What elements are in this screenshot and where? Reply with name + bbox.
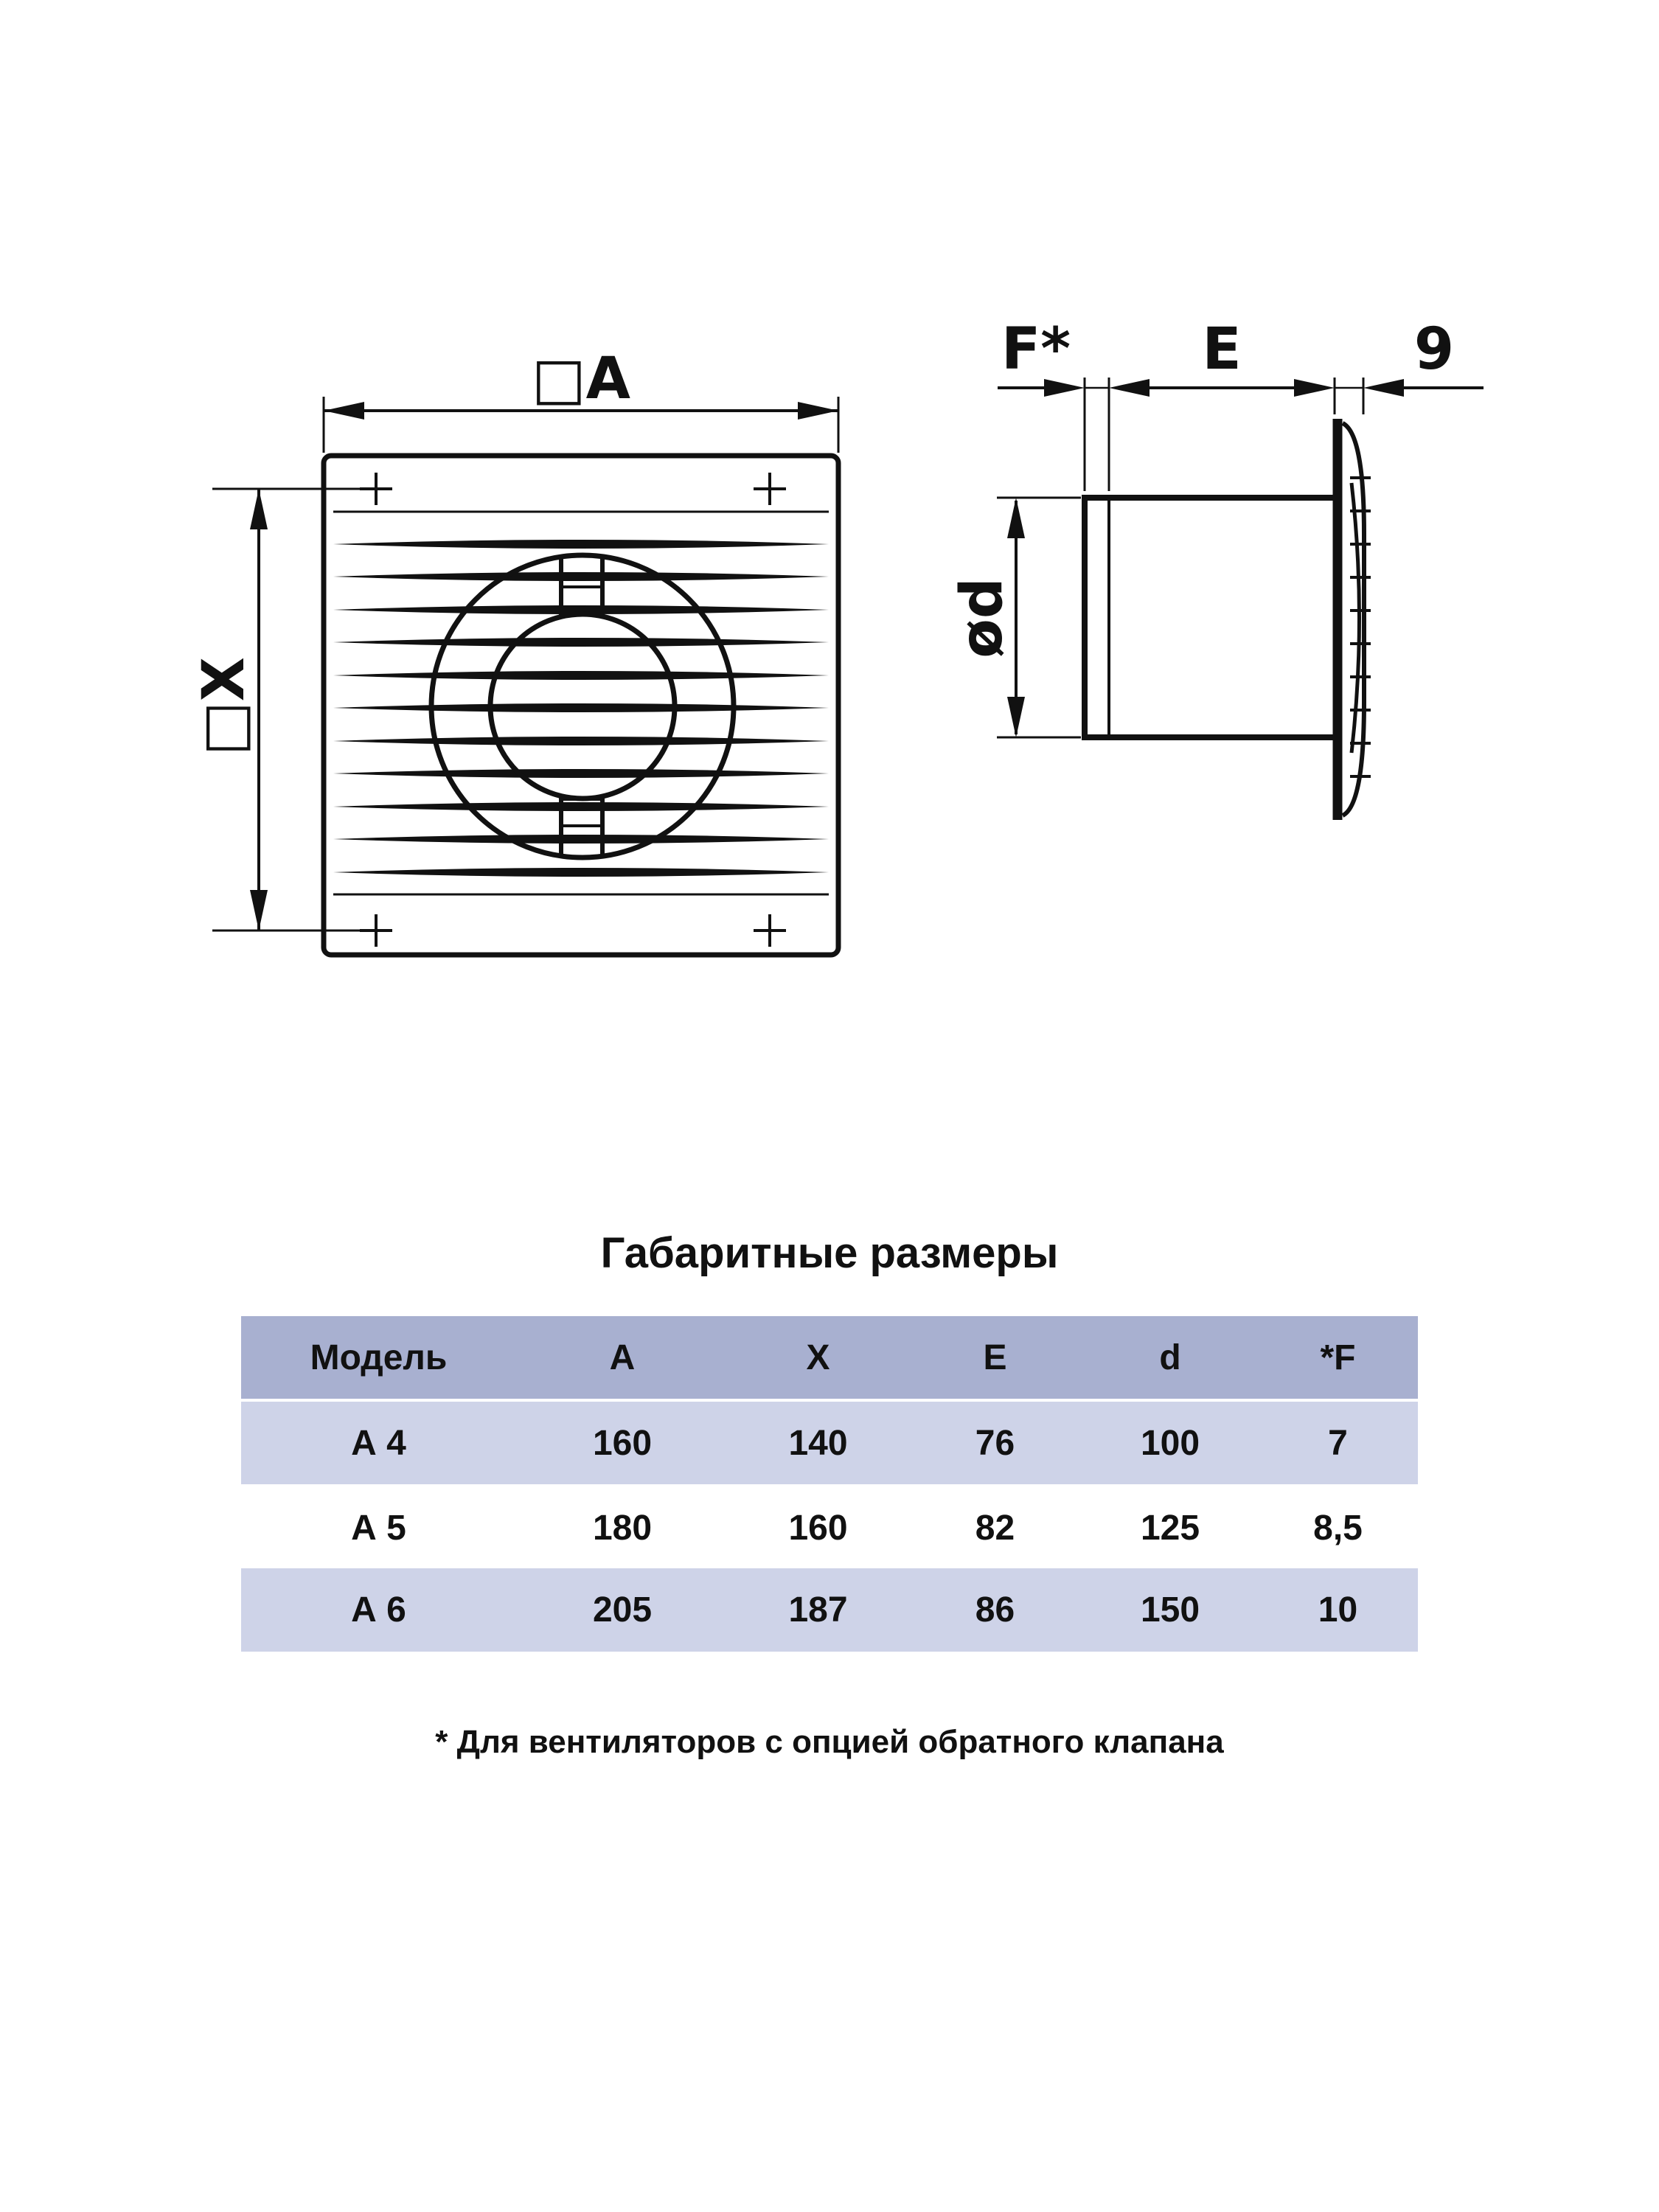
side-view [949, 316, 1484, 820]
duct-depth-label: E [1202, 316, 1242, 383]
table-header-row [241, 1316, 1418, 1402]
table-row [241, 1402, 1418, 1487]
front-width-label: □A [531, 346, 631, 412]
duct-diameter-label: ød [949, 577, 1015, 658]
cell-model: А 5 [351, 1508, 406, 1548]
arrowhead-down-icon [250, 890, 268, 931]
cell-d: 100 [1140, 1423, 1200, 1463]
arrowhead-down-icon [1007, 697, 1025, 737]
table-title: Габаритные размеры [600, 1229, 1059, 1277]
arrowhead-right-icon [1294, 379, 1335, 397]
cell-a: 180 [592, 1508, 653, 1548]
cell-f: 10 [1318, 1590, 1358, 1630]
duct-body [1085, 498, 1335, 737]
cell-x: 160 [788, 1508, 848, 1548]
panel-thickness-label: 9 [1413, 316, 1455, 383]
header-d: d [1159, 1338, 1181, 1377]
header-f: *F [1320, 1338, 1356, 1377]
cell-f: 7 [1328, 1423, 1348, 1463]
cell-x: 187 [788, 1590, 848, 1630]
cell-e: 82 [975, 1508, 1015, 1548]
cell-model: А 6 [351, 1590, 406, 1630]
table-footnote: * Для вентиляторов с опцией обратного клапана [435, 1724, 1224, 1760]
cell-x: 140 [788, 1423, 848, 1463]
table-row [241, 1568, 1418, 1652]
arrowhead-up-icon [250, 489, 268, 529]
cell-d: 125 [1140, 1508, 1200, 1548]
panel-louver-curve [1352, 483, 1360, 753]
front-height-label: □X [191, 657, 257, 756]
dimensions-table [241, 1316, 1418, 1652]
dimension-chain-top [998, 378, 1484, 491]
arrowhead-up-icon [1007, 498, 1025, 538]
cell-d: 150 [1140, 1590, 1200, 1630]
arrowhead-left-icon [1363, 379, 1404, 397]
cell-a: 160 [592, 1423, 653, 1463]
cell-e: 86 [975, 1590, 1015, 1630]
cell-model: А 4 [351, 1423, 406, 1463]
cell-a: 205 [592, 1590, 653, 1630]
arrowhead-left-icon [1109, 379, 1150, 397]
front-view [191, 346, 838, 955]
header-e: E [983, 1338, 1007, 1377]
cell-f: 8,5 [1313, 1508, 1363, 1548]
arrowhead-left-icon [324, 402, 364, 420]
flange-width-label: F* [1001, 316, 1071, 383]
header-x: X [806, 1338, 830, 1377]
table-row [241, 1487, 1418, 1568]
header-model: Модель [310, 1338, 448, 1377]
arrowhead-right-icon [798, 402, 838, 420]
cell-e: 76 [975, 1423, 1015, 1463]
header-a: A [609, 1338, 636, 1377]
